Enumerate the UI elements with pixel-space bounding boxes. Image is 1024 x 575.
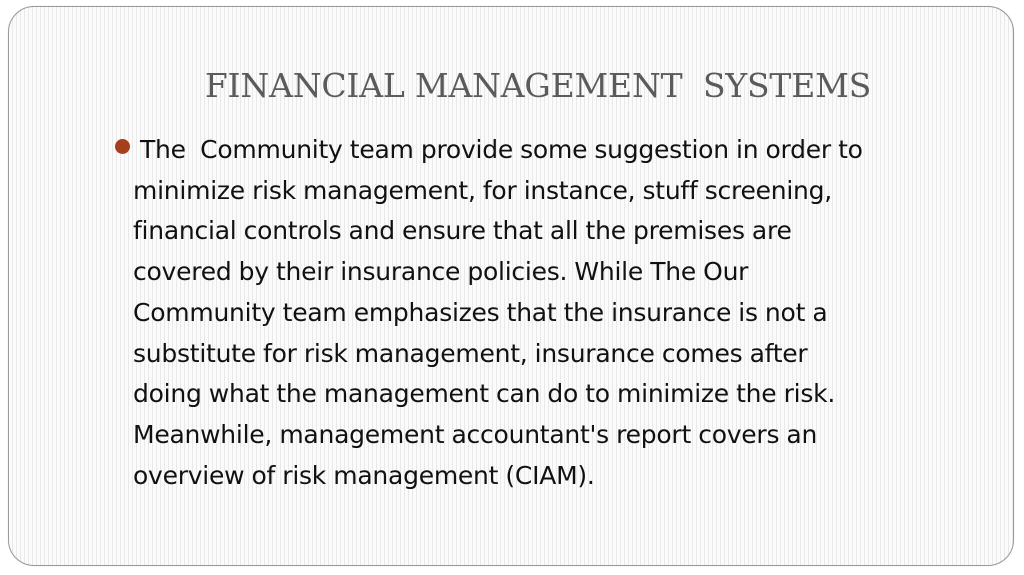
bullet-line: Meanwhile, management accountant's report covers an [133,419,818,449]
bullet-line: financial controls and ensure that all the premises are [133,216,792,246]
bullet-line: The Community team provide some suggestion in order to [140,135,863,164]
bullet-line: Community team emphasizes that the insurance is not a [133,297,828,327]
bullet-line: overview of risk management (CIAM). [133,460,595,490]
slide-title: FINANCIAL MANAGEMENT SYSTEMS [204,66,872,105]
bullet-item [112,130,962,496]
bullet-text [112,130,962,496]
bullet-dot-icon [115,139,130,154]
bullet-line: minimize risk management, for instance, stuff screening, [133,175,832,205]
bullet-line: substitute for risk management, insurance comes after [133,338,808,368]
bullet-line: doing what the management can do to minimize the risk. [133,379,836,409]
bullet-line: covered by their insurance policies. While The Our [133,257,749,287]
